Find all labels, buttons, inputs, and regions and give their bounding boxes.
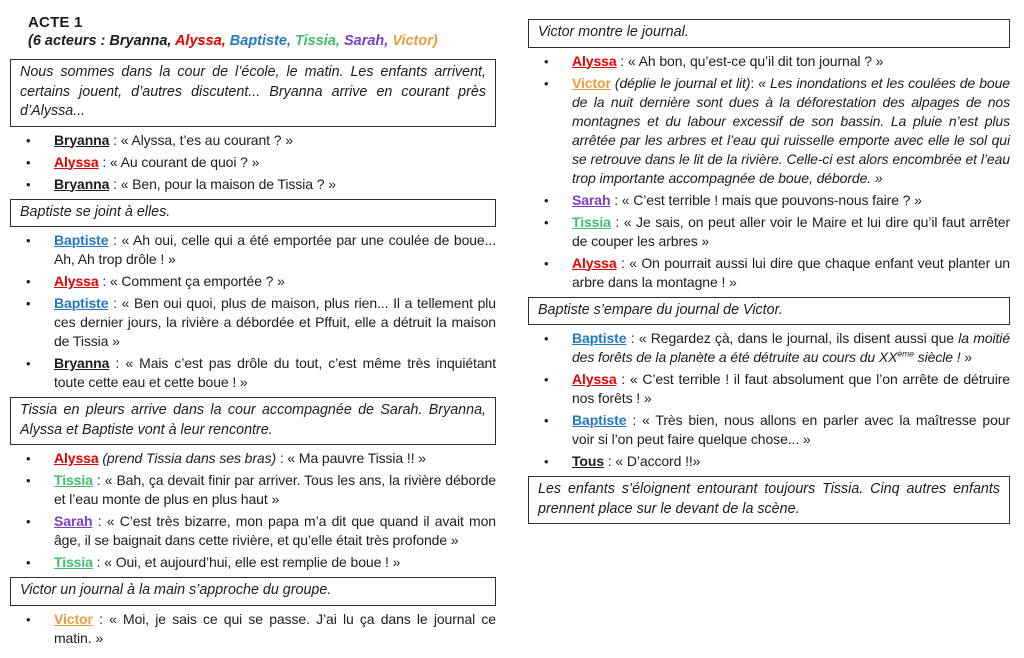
dialogue-segment: « Ben oui quoi, plus de maison, plus rien... Il a tellement plu ces dernier jours, la rivière a débordée et Pffuit, elle a détruit la maison de Tissia »: [54, 295, 496, 349]
bullet-marker: •: [544, 53, 549, 69]
speaker-name: Victor: [572, 74, 611, 91]
actor-name: Victor: [392, 33, 433, 49]
dialogue-text: [572, 52, 1010, 71]
bullet-marker: •: [544, 372, 549, 387]
bullet-marker: •: [544, 214, 549, 230]
dialogue-text: [54, 471, 496, 509]
speaker-name: Alyssa: [572, 254, 617, 271]
right-column: [528, 0, 1010, 528]
bullet-marker: •: [544, 331, 549, 346]
speaker-separator: :: [98, 153, 110, 170]
dialogue-item: [10, 449, 496, 468]
stage-direction-box: Victor un journal à la main s’approche du groupe.: [10, 577, 496, 606]
actor-name: Alyssa,: [174, 33, 230, 49]
dialogue-segment: « D’accord !!»: [615, 453, 701, 469]
dialogue-text: [54, 449, 496, 468]
dialogue-segment: « Au courant de quoi ? »: [109, 153, 260, 170]
bullet-marker: •: [26, 132, 31, 148]
stage-direction-box: Nous sommes dans la cour de l’école, le matin. Les enfants arrivent, certains jouent, d’autres discutent... Bryanna arrive en courant près d’Alyssa...: [10, 59, 496, 127]
left-blocks: [10, 59, 496, 648]
dialogue-text: [54, 175, 496, 194]
speaker-name: Tous: [572, 453, 605, 469]
bullet-marker: •: [26, 555, 31, 570]
dialogue-group: [10, 231, 496, 392]
dialogue-group: [10, 131, 496, 194]
dialogue-segment: ème: [897, 348, 914, 359]
dialogue-segment: « Oui, et aujourd’hui, elle est remplie de boue ! »: [104, 554, 401, 570]
right-blocks: [528, 19, 1010, 524]
speaker-separator: :: [92, 610, 110, 627]
dialogue-text: [54, 294, 496, 351]
stage-direction-box: Baptiste se joint à elles.: [10, 199, 496, 228]
actor-list-suffix: ): [432, 33, 438, 49]
speaker-name: Tissia: [54, 554, 93, 570]
stage-direction-box: Baptiste s’empare du journal de Victor.: [528, 297, 1010, 326]
bullet-marker: •: [26, 296, 31, 311]
speaker-name: Alyssa: [572, 52, 617, 69]
bullet-marker: •: [544, 255, 549, 271]
speaker-separator: :: [92, 554, 105, 570]
speaker-separator: :: [109, 131, 121, 148]
speaker-separator: :: [92, 513, 107, 529]
speaker-separator: :: [616, 371, 630, 387]
stage-aside: (prend Tissia dans ses bras): [98, 450, 277, 466]
speaker-name: Baptiste: [54, 232, 109, 248]
dialogue-segment: « On pourrait aussi lui dire que chaque enfant veut planter un arbre dans la montagne ! »: [572, 254, 1010, 290]
dialogue-segment: « Ah bon, qu’est-ce qu’il dit ton journal ? »: [627, 52, 884, 69]
dialogue-group: [528, 329, 1010, 471]
actor-name: Tissia,: [295, 33, 344, 49]
dialogue-item: [528, 52, 1010, 71]
bullet-marker: •: [26, 451, 31, 466]
dialogue-item: [10, 471, 496, 509]
speaker-name: Alyssa: [54, 153, 99, 170]
dialogue-segment: « C’est terrible ! il faut absolument que l’on arrête de détruire nos forêts ! »: [572, 371, 1010, 406]
dialogue-item: [10, 354, 496, 392]
speaker-separator: :: [750, 74, 759, 91]
speaker-separator: :: [610, 191, 622, 208]
dialogue-text: [54, 354, 496, 392]
speaker-separator: :: [626, 412, 643, 428]
dialogue-segment: « Mais c’est pas drôle du tout, c’est même très inquiétant toute cette eau et cette boue ! »: [54, 355, 497, 390]
actor-name: Sarah,: [343, 33, 393, 49]
dialogue-item: [10, 512, 496, 550]
speaker-separator: :: [626, 330, 639, 346]
actor-name: Bryanna,: [109, 33, 175, 49]
stage-direction-box: Tissia en pleurs arrive dans la cour accompagnée de Sarah. Bryanna, Alyssa et Baptiste vont à leur rencontre.: [10, 397, 496, 445]
dialogue-item: [10, 153, 496, 172]
dialogue-segment: « Bah, ça devait finir par arriver. Tous les ans, la rivière déborde et l’eau monte de plus en plus haut »: [54, 472, 496, 507]
speaker-name: Tissia: [572, 213, 611, 230]
speaker-separator: :: [616, 254, 630, 271]
dialogue-segment: « Les inondations et les coulées de boue de la nuit dernière sont dues à la déforestation des alpages de nos montagnes et du labour excessif de son bassin. La pluie n’est plus arrêtée par les arbres et l’eau qui ruisselle emporte avec elle le sol qui se retrouve dans le lit de la rivière. Celle-ci est alors encombrée et l’eau trop importante accompagnée de boue, déborde. »: [572, 74, 1010, 186]
dialogue-item: [528, 191, 1010, 210]
speaker-name: Sarah: [572, 191, 611, 208]
dialogue-item: [528, 74, 1010, 188]
dialogue-segment: la moitié des forêts de la planète a été détruite au cours du XX: [572, 330, 1011, 365]
actor-list: [28, 33, 496, 49]
dialogue-item: [10, 131, 496, 150]
speaker-name: Baptiste: [572, 412, 627, 428]
dialogue-item: [528, 411, 1010, 449]
dialogue-item: [528, 370, 1010, 408]
act-title: ACTE 1: [28, 14, 83, 31]
dialogue-text: [572, 254, 1010, 292]
dialogue-text: [54, 153, 496, 172]
speaker-name: Bryanna: [54, 175, 110, 192]
speaker-separator: :: [109, 355, 126, 371]
speaker-separator: :: [616, 52, 628, 69]
bullet-marker: •: [26, 154, 31, 170]
bullet-marker: •: [26, 274, 31, 289]
bullet-marker: •: [26, 356, 31, 371]
speaker-separator: :: [108, 295, 122, 311]
dialogue-segment: siècle !: [913, 349, 961, 365]
dialogue-segment: « Je sais, on peut aller voir le Maire et lui dire qu’il faut arrêter de couper les arbres »: [572, 213, 1010, 249]
bullet-marker: •: [544, 75, 549, 91]
dialogue-segment: « Ma pauvre Tissia !! »: [287, 450, 426, 466]
speaker-name: Alyssa: [572, 371, 617, 387]
dialogue-segment: « C’est terrible ! mais que pouvons-nous faire ? »: [621, 191, 922, 208]
speaker-name: Alyssa: [54, 273, 99, 289]
dialogue-group: [528, 52, 1010, 292]
speaker-separator: :: [98, 273, 110, 289]
speaker-separator: :: [604, 453, 616, 469]
dialogue-text: [572, 329, 1010, 367]
bullet-marker: •: [26, 176, 31, 192]
dialogue-text: [572, 411, 1010, 449]
dialogue-segment: « Ben, pour la maison de Tissia ? »: [120, 175, 336, 192]
actor-name: Baptiste,: [229, 33, 296, 49]
dialogue-segment: « Comment ça emportée ? »: [109, 273, 285, 289]
dialogue-item: [10, 294, 496, 351]
dialogue-segment: « C’est très bizarre, mon papa m’a dit que quand il avait mon âge, il se baignait dans cette rivière, et qu’elle était très profonde »: [54, 513, 496, 548]
dialogue-item: [10, 231, 496, 269]
dialogue-segment: « Moi, je sais ce qui se passe. J’ai lu ça dans le journal ce matin. »: [54, 610, 496, 646]
dialogue-text: [572, 74, 1010, 188]
speaker-separator: :: [276, 450, 288, 466]
stage-direction-box: Victor montre le journal.: [528, 19, 1010, 48]
dialogue-item: [528, 254, 1010, 292]
speaker-name: Bryanna: [54, 355, 110, 371]
bullet-marker: •: [544, 454, 549, 469]
dialogue-item: [528, 213, 1010, 251]
bullet-marker: •: [544, 413, 549, 428]
dialogue-text: [54, 610, 496, 648]
stage-aside: (déplie le journal et lit): [610, 74, 751, 91]
speaker-name: Alyssa: [54, 450, 99, 466]
dialogue-segment: »: [960, 349, 972, 365]
dialogue-text: [54, 231, 496, 269]
dialogue-item: [10, 610, 496, 648]
dialogue-text: [572, 452, 1010, 471]
dialogue-text: [572, 370, 1010, 408]
dialogue-text: [572, 191, 1010, 210]
speaker-name: Baptiste: [54, 295, 109, 311]
speaker-name: Bryanna: [54, 131, 110, 148]
dialogue-item: [10, 175, 496, 194]
actor-list-prefix: (6 acteurs :: [28, 33, 110, 49]
speaker-separator: :: [610, 213, 624, 230]
dialogue-text: [54, 131, 496, 150]
speaker-separator: :: [92, 472, 105, 488]
dialogue-item: [10, 272, 496, 291]
dialogue-item: [528, 452, 1010, 471]
bullet-marker: •: [26, 514, 31, 529]
dialogue-text: [54, 272, 496, 291]
dialogue-item: [528, 329, 1010, 367]
bullet-marker: •: [26, 611, 31, 627]
dialogue-group: [10, 449, 496, 572]
dialogue-item: [10, 553, 496, 572]
bullet-marker: •: [544, 192, 549, 208]
speaker-name: Victor: [54, 610, 93, 627]
left-column: [10, 0, 496, 652]
dialogue-text: [572, 213, 1010, 251]
speaker-name: Baptiste: [572, 330, 627, 346]
speaker-name: Tissia: [54, 472, 93, 488]
bullet-marker: •: [26, 473, 31, 488]
dialogue-text: [54, 512, 496, 550]
bullet-marker: •: [26, 233, 31, 248]
speaker-separator: :: [108, 232, 122, 248]
dialogue-text: [54, 553, 496, 572]
speaker-separator: :: [109, 175, 121, 192]
dialogue-group: [10, 610, 496, 648]
dialogue-segment: « Ah oui, celle qui a été emportée par une coulée de boue... Ah, Ah trop drôle ! »: [54, 232, 496, 267]
dialogue-segment: « Alyssa, t’es au courant ? »: [120, 131, 293, 148]
speaker-name: Sarah: [54, 513, 93, 529]
dialogue-segment: « Regardez çà, dans le journal, ils disent aussi que: [638, 330, 959, 346]
stage-direction-box: Les enfants s’éloignent entourant toujours Tissia. Cinq autres enfants prennent place sur le devant de la scène.: [528, 476, 1010, 524]
dialogue-segment: « Très bien, nous allons en parler avec la maîtresse pour voir si l’on peut faire quelque chose... »: [572, 412, 1011, 447]
